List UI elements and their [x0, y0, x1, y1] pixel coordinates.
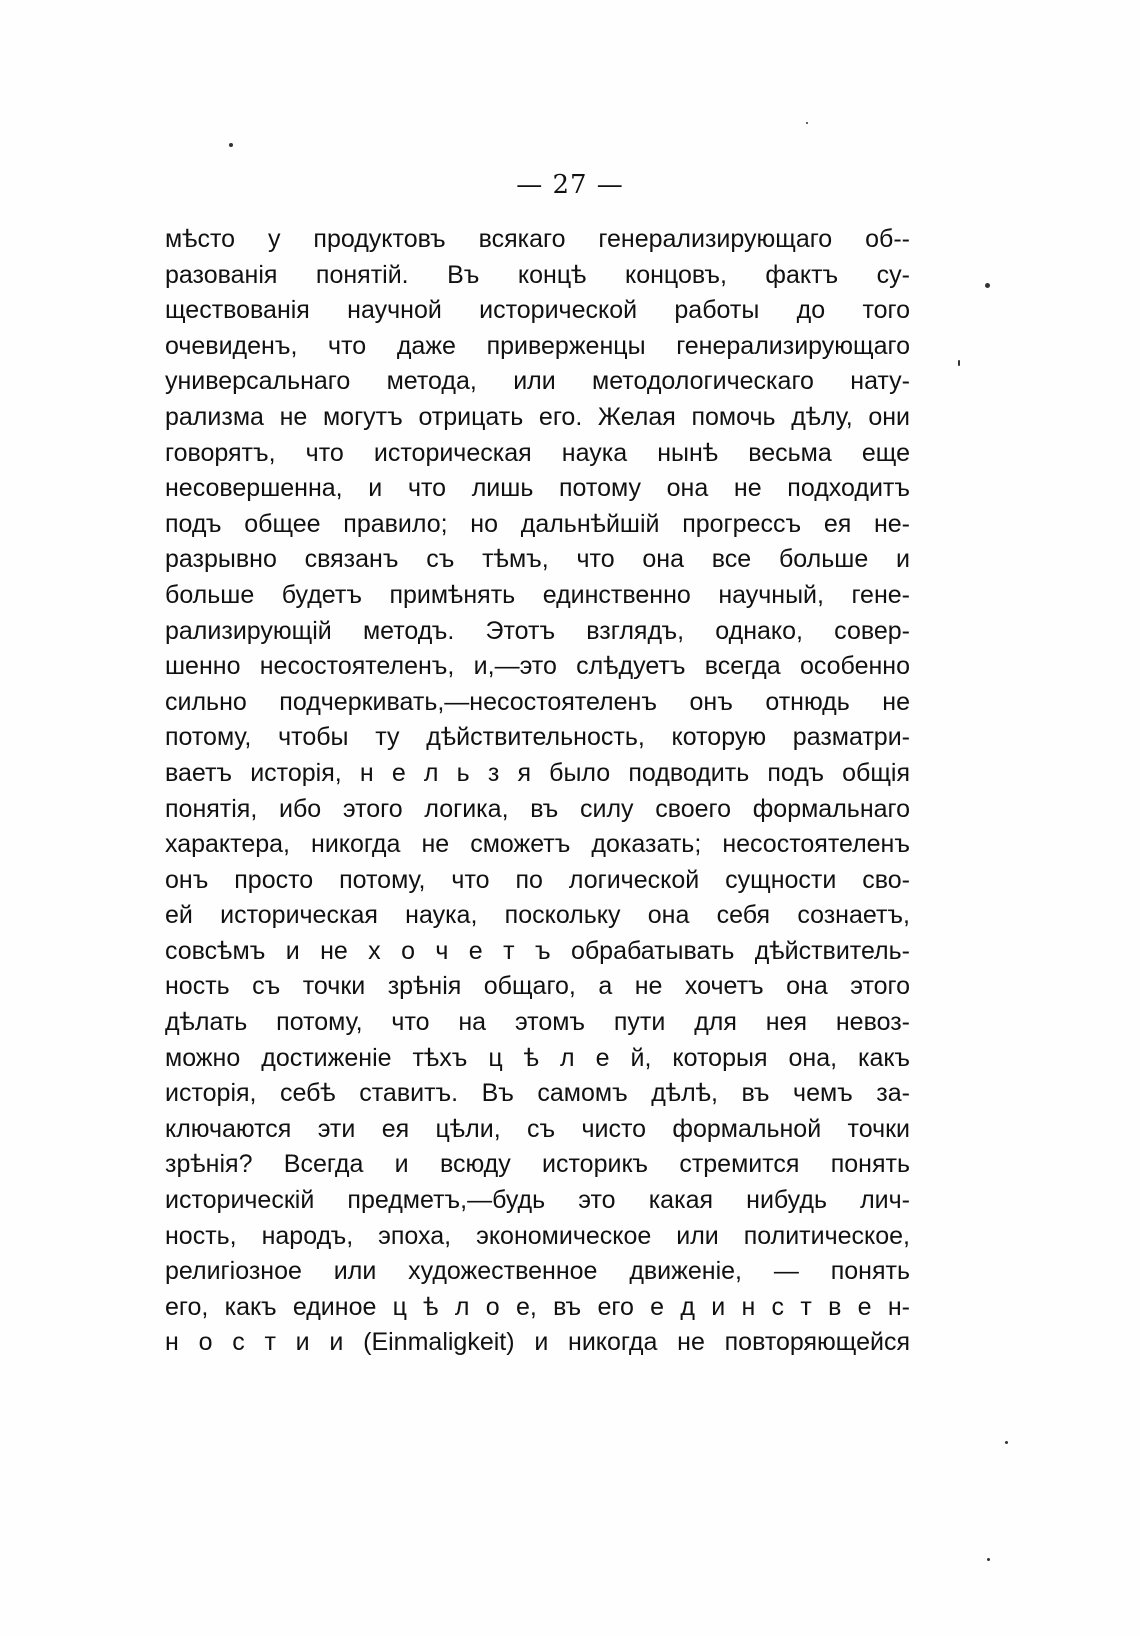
- text-line: религіозное или художественное движеніе, — понять: [165, 1257, 910, 1286]
- text-line: очевиденъ, что даже приверженцы генерализирующаго: [165, 331, 910, 360]
- scan-speck: [229, 143, 233, 147]
- text-line: шенно несостоятеленъ, и,—это слѣдуетъ всегда особенно: [165, 652, 910, 681]
- text-line: характера, никогда не сможетъ доказать; несостоятеленъ: [165, 830, 910, 859]
- text-line: исторія, себѣ ставитъ. Въ самомъ дѣлѣ, въ чемъ за-: [165, 1079, 910, 1108]
- scan-speck: [987, 1558, 990, 1561]
- scan-speck: [1005, 1441, 1008, 1444]
- text-line: мѣсто у продуктовъ всякаго генерализирующаго об--: [165, 225, 910, 253]
- text-line: ность, народъ, эпоха, экономическое или политическое,: [165, 1221, 910, 1250]
- text-line: можно достиженіе тѣхъ ц ѣ л е й, которыя она, какъ: [165, 1043, 910, 1072]
- scan-speck: [806, 122, 808, 124]
- text-line: ваетъ исторія, н е л ь з я было подводить подъ общія: [165, 758, 910, 787]
- text-line: ность съ точки зрѣнія общаго, а не хочетъ она этого: [165, 972, 910, 1001]
- text-line: историческій предметъ,—будь это какая нибудь лич-: [165, 1186, 910, 1215]
- text-line: разованія понятій. Въ концѣ концовъ, фактъ су-: [165, 260, 910, 289]
- text-line: его, какъ единое ц ѣ л о е, въ его е д и н с т в е н-: [165, 1292, 910, 1321]
- text-line: разрывно связанъ съ тѣмъ, что она все больше и: [165, 545, 910, 574]
- text-line: говорятъ, что историческая наука нынѣ весьма еще: [165, 438, 910, 467]
- text-line: зрѣнія? Всегда и всюду историкъ стремится понять: [165, 1150, 910, 1179]
- scan-speck: [985, 283, 990, 288]
- text-line: совсѣмъ и не х о ч е т ъ обрабатывать дѣйствитель-: [165, 936, 910, 965]
- text-line: рализма не могутъ отрицать его. Желая помочь дѣлу, они: [165, 402, 910, 431]
- scan-speck: [958, 360, 960, 366]
- page-number: — 27 —: [516, 170, 624, 200]
- text-line: ей историческая наука, поскольку она себя сознаетъ,: [165, 901, 910, 930]
- text-line: подъ общее правило; но дальнѣйшій прогрессъ ея не-: [165, 509, 910, 538]
- text-line: н о с т и и (Einmaligkeit) и никогда не повторяющейся: [165, 1328, 910, 1357]
- text-line: онъ просто потому, что по логической сущности сво-: [165, 865, 910, 894]
- text-line: понятія, ибо этого логика, въ силу своего формальнаго: [165, 794, 910, 823]
- text-line: потому, чтобы ту дѣйствительность, которую разматри-: [165, 723, 910, 752]
- text-line: ключаются эти ея цѣли, съ чисто формальной точки: [165, 1114, 910, 1143]
- text-line: сильно подчеркивать,—несостоятеленъ онъ отнюдь не: [165, 687, 910, 716]
- text-line: рализирующій методъ. Этотъ взглядъ, однако, совер-: [165, 616, 910, 645]
- text-line: больше будетъ примѣнять единственно научный, гене-: [165, 580, 910, 609]
- body-text: [165, 222, 910, 1361]
- text-line: ществованія научной исторической работы до того: [165, 296, 910, 325]
- text-line: универсальнаго метода, или методологическаго нату-: [165, 367, 910, 396]
- text-line: несовершенна, и что лишь потому она не подходитъ: [165, 474, 910, 503]
- text-line: дѣлать потому, что на этомъ пути для нея невоз-: [165, 1008, 910, 1037]
